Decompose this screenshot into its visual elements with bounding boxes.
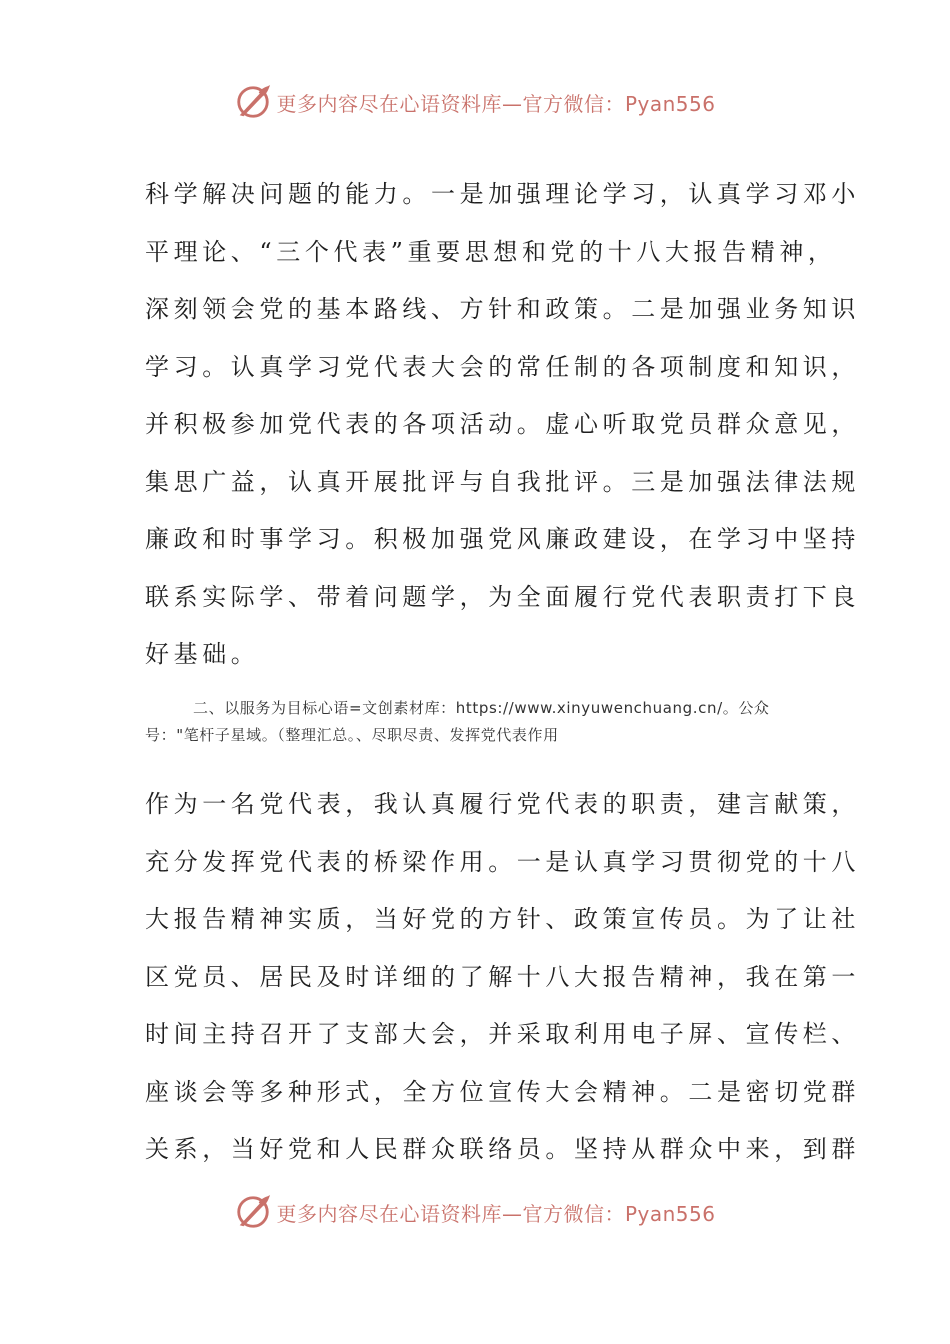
quill-logo-icon [234, 83, 272, 121]
paragraph-line: 作为一名党代表，我认真履行党代表的职责，建言献策， [145, 790, 860, 818]
paragraph-line: 平理论、“三个代表”重要思想和党的十八大报告精神， [145, 237, 837, 266]
header-banner [0, 80, 950, 124]
section-heading [145, 695, 815, 749]
paragraph-line: 好基础。 [145, 640, 260, 668]
paragraph-line: 座谈会等多种形式，全方位宣传大会精神。二是密切党群 [145, 1077, 860, 1106]
paragraph-line: 大报告精神实质，当好党的方针、政策宣传员。为了让社 [145, 905, 860, 933]
paragraph-line: 联系实际学、带着问题学，为全面履行党代表职责打下良 [145, 582, 860, 611]
quill-logo-icon [234, 1193, 272, 1231]
section-heading-line: 二、以服务为目标心语=文创素材库：https://www.xinyuwenchuang.cn/。公众 [193, 699, 770, 717]
paragraph-line: 科学解决问题的能力。一是加强理论学习，认真学习邓小 [145, 180, 860, 208]
paragraph-line: 充分发挥党代表的桥梁作用。一是认真学习贯彻党的十八 [145, 847, 860, 876]
paragraph-line: 并积极参加党代表的各项活动。虚心听取党员群众意见， [145, 410, 860, 438]
paragraph-line: 时间主持召开了支部大会，并采取利用电子屏、宣传栏、 [145, 1020, 860, 1048]
paragraph-line: 集思广益，认真开展批评与自我批评。三是加强法律法规 [145, 467, 860, 496]
paragraph-line: 关系，当好党和人民群众联络员。坚持从群众中来，到群 [145, 1135, 860, 1163]
paragraph-line: 廉政和时事学习。积极加强党风廉政建设，在学习中坚持 [145, 525, 860, 553]
footer-banner-text: 更多内容尽在心语资料库—官方微信：Pyan556 [276, 1201, 716, 1226]
paragraph-line: 学习。认真学习党代表大会的常任制的各项制度和知识， [145, 352, 860, 381]
paragraph-line: 区党员、居民及时详细的了解十八大报告精神，我在第一 [145, 962, 860, 991]
header-banner-text: 更多内容尽在心语资料库—官方微信：Pyan556 [276, 91, 716, 116]
paragraph-line: 深刻领会党的基本路线、方针和政策。二是加强业务知识 [145, 295, 860, 323]
footer-banner [0, 1190, 950, 1234]
section-heading-line: 号："笔杆子星域。（整理汇总。、尽职尽责、发挥党代表作用 [145, 726, 559, 744]
paragraph-2 [145, 776, 860, 1179]
paragraph-1 [145, 166, 860, 684]
